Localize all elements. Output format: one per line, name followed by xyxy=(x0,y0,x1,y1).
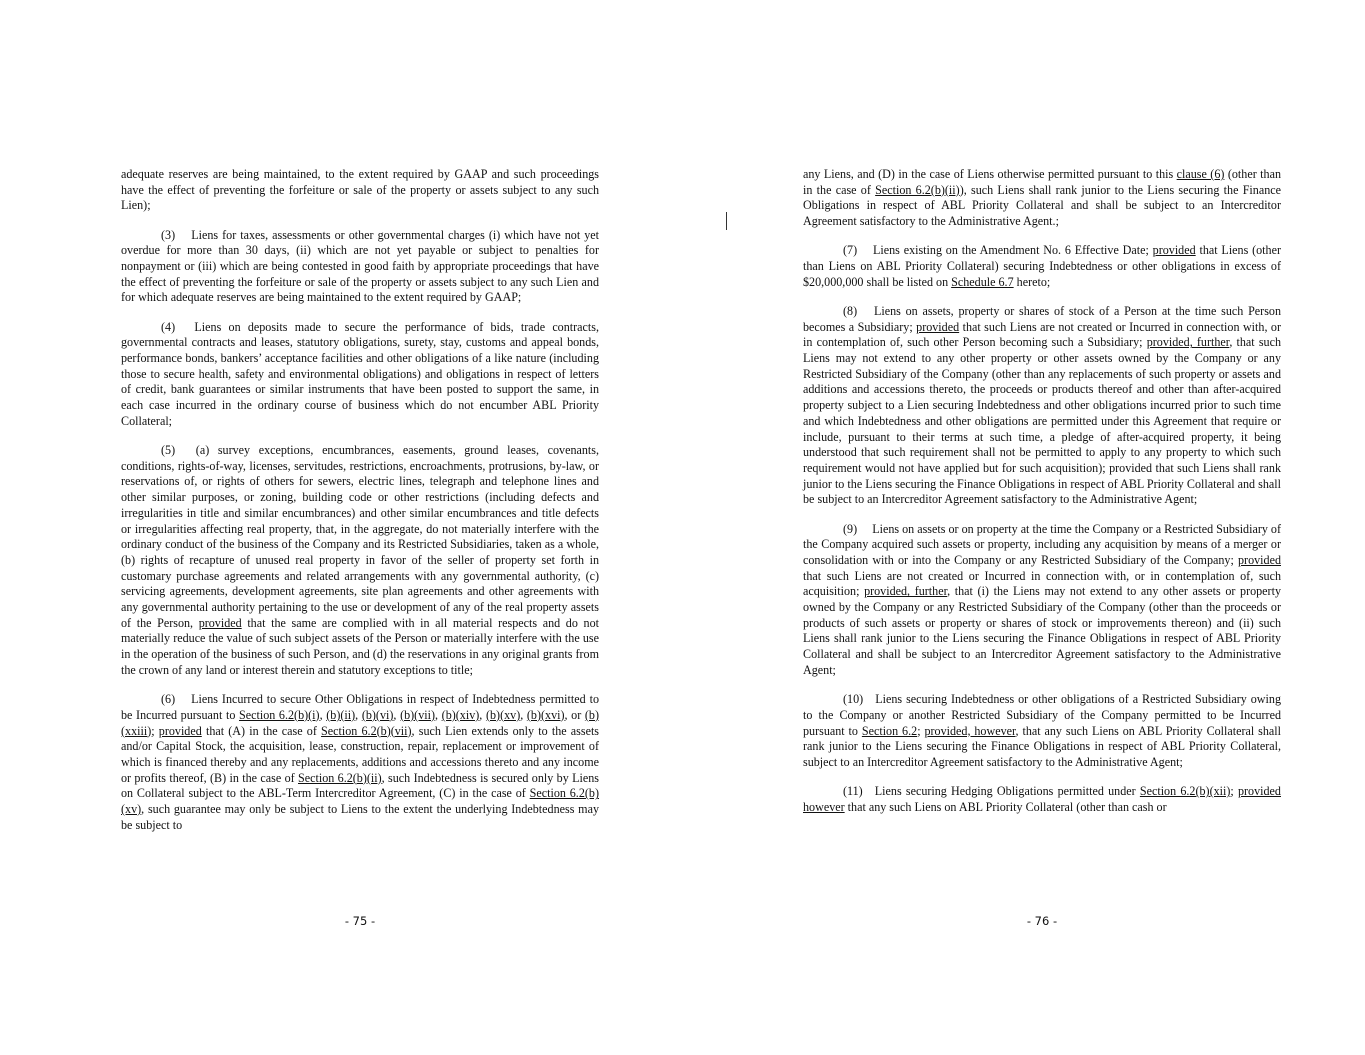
cross-reference: provided xyxy=(1238,552,1281,567)
cross-reference: Section 6.2(b)(xii) xyxy=(1139,784,1231,799)
text-run: adequate reserves are being maintained, to the extent required by GAAP and such proceedings have the effect of preventing the forfeiture or sale of the property or assets subject to any such Lien); xyxy=(121,167,599,213)
clause-paragraph xyxy=(121,692,599,833)
cross-reference: Section 6.2(b)(ii) xyxy=(298,770,382,785)
cross-reference: however xyxy=(803,799,845,814)
clause-paragraph xyxy=(121,320,599,430)
text-run: (4) Liens on deposits made to secure the performance of bids, trade contracts, governmental contracts and leases, statutory obligations, surety, stay, customs and appeal bonds, performance bonds, bankers’ acceptance facilities and other obligations of a like nature (including those to secure health, safety and environmental obligations) and obligations in respect of letters of credit, bank guarantees or similar instruments that have been posted to support the same, in each case incurred in the ordinary course of business which do not encumber ABL Priority Collateral; xyxy=(121,319,599,428)
text-run: that Liens (other than Liens on ABL Priority Collateral) securing Indebtedness or other obligations in excess of $20,000,000 shall be listed on xyxy=(803,243,1281,289)
clause-paragraph xyxy=(803,784,1281,815)
text-run: , xyxy=(319,707,327,722)
cross-reference: Schedule 6.7 xyxy=(951,274,1014,289)
text-run: (other than in the case of xyxy=(803,167,1281,197)
text-run: ; xyxy=(151,723,159,738)
cross-reference: provided xyxy=(158,723,202,738)
continued-paragraph xyxy=(803,167,1281,230)
text-run: (5) (a) survey exceptions, encumbrances, easements, ground leases, covenants, conditions, rights-of-way, licenses, servitudes, restrictions, encroachments, protrusions, by-law, or reservations of, or rights of others for sewers, electric lines, telegraph and telephone lines and other similar purposes, or zoning, building code or other restrictions (including defects and irregularities in title and similar encumbrances) and other similar encumbrances and title defects or irregularities affecting real property, that, in the aggregate, do not materially interfere with the ordinary conduct of the business of the Company and its Restricted Subsidiaries, taken as a whole, (b) rights of recapture of unused real property in favor of the seller of property set forth in customary purchase agreements and related arrangements with any governmental authority, (c) servicing agreements, development agreements, site plan agreements and other agreements with any governmental authority pertaining to the use or development of any of the real property assets of the Person, xyxy=(121,443,599,630)
cross-reference: provided xyxy=(198,615,242,630)
text-run: (11) Liens securing Hedging Obligations permitted under xyxy=(843,784,1140,799)
text-run: (9) Liens on assets or on property at the time the Company or a Restricted Subsidiary of the Company acquired such assets or property, including any acquisition by means of a merger or consolidation with or into the Company or any Restricted Subsidiary of the Company; xyxy=(803,521,1281,567)
text-run: , or xyxy=(564,707,585,722)
continued-paragraph xyxy=(121,167,599,214)
page-75 xyxy=(121,0,599,1055)
page-75-body xyxy=(121,167,599,833)
text-run: , that such Liens may not extend to any other property or other assets owned by the Company or any Restricted Subsidiary of the Company (other than any replacements of such property or assets and additions and accessions thereto, the proceeds or products thereof and other than after-acquired property subject to a Lien securing Indebtedness and other obligations incurred prior to such time and which Indebtedness and other obligations are permitted under this Agreement that require or include, pursuant to their terms at such time, a pledge of after-acquired property, it being understood that such requirement shall not be permitted to apply to any property to which such requirement would not have applied but for such acquisition); provided that such Liens shall rank junior to the Liens securing the Finance Obligations in respect of ABL Priority Collateral and shall be subject to an Intercreditor Agreement satisfactory to the Administrative Agent; xyxy=(803,335,1281,507)
page-number: - 75 - xyxy=(344,914,376,928)
cross-reference: provided xyxy=(916,319,960,334)
page-76 xyxy=(803,0,1281,1055)
text-run: , xyxy=(435,707,442,722)
text-run: (10) Liens securing Indebtedness or other obligations of a Restricted Subsidiary owing to the Company or another Restricted Subsidiary of the Company permitted to be Incurred pursuant to xyxy=(803,692,1281,738)
text-run: , that (i) the Liens may not extend to any other assets or property owned by the Company or any Restricted Subsidiary of the Company (other than the proceeds or products of such assets or property or shares of stock or improvements thereon) and (ii) such Liens shall rank junior to the Liens securing the Finance Obligations in respect of ABL Priority Collateral and shall be subject to an Intercreditor Agreement satisfactory to the Administrative Agent; xyxy=(803,584,1281,677)
text-run: , such Indebtedness is secured only by Liens on Collateral subject to the ABL-Term Intercreditor Agreement, (C) in the case of xyxy=(121,770,599,801)
text-run: that such Liens are not created or Incurred in connection with, or in contemplation of, such other Person becoming such a Subsidiary; xyxy=(803,319,1281,350)
clause-paragraph xyxy=(803,692,1281,771)
text-run: (3) Liens for taxes, assessments or other governmental charges (i) which have not yet overdue for more than 30 days, (ii) which are not yet payable or subject to penalties for nonpayment or (iii) which are being contested in good faith by appropriate proceedings that have the effect of preventing the forfeiture or sale of the property or assets subject to any such Lien and for which adequate reserves are being maintained to the extent required by GAAP; xyxy=(121,227,599,305)
clause-paragraph xyxy=(121,443,599,679)
cross-reference: provided xyxy=(1237,784,1281,799)
page-76-body xyxy=(803,167,1281,816)
cross-reference: (b)(xiv) xyxy=(441,707,480,722)
cross-reference: (b)(xxiii) xyxy=(121,707,600,738)
text-run: , such Lien extends only to the assets and/or Capital Stock, the acquisition, lease, construction, repair, replacement or improvement of which is financed thereby and any replacements, additions and accessions thereto and any income or profits thereof, (B) in the case of xyxy=(121,723,600,785)
page-number: - 76 - xyxy=(1026,914,1058,928)
text-run: that such Liens are not created or Incurred in connection with, or in contemplation of, such acquisition; xyxy=(803,568,1281,599)
text-run: , xyxy=(520,707,527,722)
text-run: , xyxy=(479,707,486,722)
cross-reference: Section 6.2(b)(ii) xyxy=(875,182,960,197)
cross-reference: Section 6.2(b)(i) xyxy=(239,707,320,722)
text-run: (8) Liens on assets, property or shares of stock of a Person at the time such Person becomes a Subsidiary; xyxy=(803,303,1281,334)
clause-paragraph xyxy=(803,243,1281,290)
text-run: hereto; xyxy=(1013,274,1051,289)
revision-change-bar xyxy=(726,212,727,230)
clause-paragraph xyxy=(121,228,599,307)
text-run: (6) Liens Incurred to secure Other Obligations in respect of Indebtedness permitted to be Incurred pursuant to xyxy=(121,692,599,722)
text-run: ), such Liens shall rank junior to the Liens securing the Finance Obligations in respect of ABL Priority Collateral and shall be subject to an Intercreditor Agreement satisfactory to the Administrative Agent.; xyxy=(803,182,1281,229)
cross-reference: Section 6.2(b)(xv) xyxy=(121,786,599,817)
cross-reference: Section 6.2 xyxy=(861,723,918,738)
text-run: that any such Liens on ABL Priority Collateral (other than cash or xyxy=(844,799,1167,814)
text-run: , xyxy=(355,707,362,722)
cross-reference: Section 6.2(b)(vii) xyxy=(321,723,412,738)
cross-reference: provided, further xyxy=(864,584,948,599)
cross-reference: provided, however xyxy=(924,723,1016,738)
cross-reference: provided, further xyxy=(1146,335,1230,350)
text-run: , that any such Liens on ABL Priority Collateral shall rank junior to the Liens securing the Finance Obligations in respect of ABL Priority Collateral, subject to an Intercreditor Agreement satisfactory to the Administrative Agent; xyxy=(803,723,1282,769)
text-run: , xyxy=(393,707,401,722)
cross-reference: provided xyxy=(1152,243,1196,258)
text-run: ; xyxy=(917,723,925,738)
clause-paragraph xyxy=(803,522,1281,679)
text-run: (7) Liens existing on the Amendment No. 6 Effective Date; xyxy=(843,243,1153,258)
cross-reference: (b)(xv) xyxy=(485,707,521,722)
text-run: that the same are complied with in all material respects and do not materially reduce the value of such subject assets of the Person or materially interfere with the use in the operation of the business of such Person, and (d) the reservations in any original grants from the crown of any land or interest therein and statutory exceptions to title; xyxy=(121,615,599,677)
cross-reference: (b)(vii) xyxy=(400,707,435,722)
text-run: any Liens, and (D) in the case of Liens otherwise permitted pursuant to this xyxy=(803,167,1177,181)
text-run: ; xyxy=(1230,784,1238,799)
cross-reference: (b)(vi) xyxy=(361,707,394,722)
text-run: , such guarantee may only be subject to Liens to the extent the underlying Indebtedness may be subject to xyxy=(121,802,599,832)
text-run: that (A) in the case of xyxy=(201,723,322,738)
clause-paragraph xyxy=(803,304,1281,508)
cross-reference: (b)(xvi) xyxy=(526,707,565,722)
cross-reference: (b)(ii) xyxy=(326,707,356,722)
cross-reference: clause (6) xyxy=(1176,167,1225,181)
